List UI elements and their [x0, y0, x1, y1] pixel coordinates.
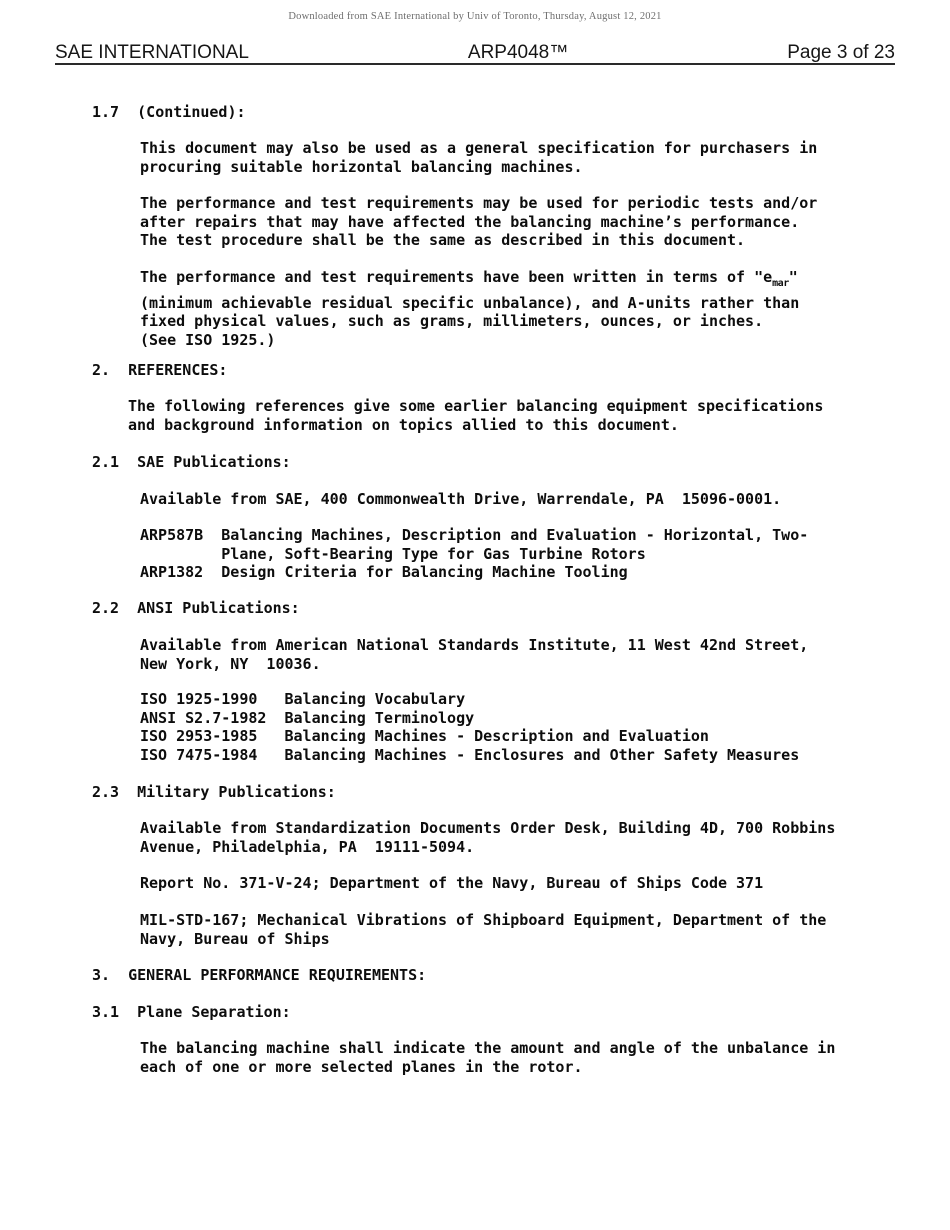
text-line: each of one or more selected planes in the rotor. [140, 1057, 583, 1076]
page-header [55, 42, 895, 64]
header-page-indicator: Page 3 of 23 [787, 42, 895, 63]
paragraph-2-1-address [140, 490, 781, 509]
text-line: The test procedure shall be the same as described in this document. [140, 231, 746, 250]
download-watermark: Downloaded from SAE International by Univ of Toronto, Thursday, August 12, 2021 [288, 11, 662, 22]
text-line: This document may also be used as a general specification for purchasers in [140, 139, 818, 157]
heading-2-3: 2.3 Military Publications: [92, 783, 336, 801]
text-segment: " [788, 268, 798, 286]
text-line: fixed physical values, such as grams, millimeters, ounces, or inches. [140, 312, 764, 331]
heading-2-2: 2.2 ANSI Publications: [92, 599, 300, 617]
text-segment: The performance and test requirements have been written in terms of "e [140, 268, 773, 286]
heading-2: 2. REFERENCES: [92, 361, 228, 379]
paragraph-1-7-b [140, 194, 817, 250]
text-line: The performance and test requirements may be used for periodic tests and/or [140, 194, 818, 212]
header-rule [55, 63, 895, 65]
text-line: after repairs that may have affected the balancing machine’s performance. [140, 212, 800, 231]
text-line: Available from American National Standards Institute, 11 West 42nd Street, [140, 636, 809, 654]
reference-list-sae [140, 526, 808, 582]
paragraph-1-7-c [140, 268, 799, 349]
text-line: Navy, Bureau of Ships [140, 929, 330, 948]
reference-line: ARP1382 Design Criteria for Balancing Machine Tooling [140, 563, 628, 582]
text-line: (minimum achievable residual specific unbalance), and A-units rather than [140, 293, 800, 312]
text-line: Avenue, Philadelphia, PA 19111-5094. [140, 837, 475, 856]
reference-line: ISO 2953-1985 Balancing Machines - Description and Evaluation [140, 727, 709, 746]
reference-line: ANSI S2.7-1982 Balancing Terminology [140, 708, 475, 727]
text-line: New York, NY 10036. [140, 654, 321, 673]
text-line: Report No. 371-V-24; Department of the Navy, Bureau of Ships Code 371 [140, 874, 764, 892]
subscript-mar: mar [772, 278, 789, 289]
text-line: procuring suitable horizontal balancing machines. [140, 157, 583, 176]
reference-list-ansi [140, 690, 799, 764]
paragraph-3-1-a [140, 1039, 835, 1076]
reference-line: ISO 7475-1984 Balancing Machines - Enclosures and Other Safety Measures [140, 745, 800, 764]
text-line: Available from SAE, 400 Commonwealth Drive, Warrendale, PA 15096-0001. [140, 490, 782, 508]
paragraph-2-3-address [140, 819, 835, 856]
text-line: The following references give some earlier balancing equipment specifications [128, 397, 824, 415]
heading-3-1: 3.1 Plane Separation: [92, 1003, 291, 1021]
paragraph-2-intro [128, 397, 823, 434]
heading-1-7: 1.7 (Continued): [92, 103, 246, 121]
paragraph-2-3-report [140, 874, 763, 893]
heading-2-1: 2.1 SAE Publications: [92, 453, 291, 471]
paragraph-2-3-milstd [140, 911, 826, 948]
paragraph-2-2-address [140, 636, 808, 673]
header-publisher: SAE INTERNATIONAL [55, 42, 249, 63]
text-line: and background information on topics allied to this document. [128, 415, 679, 434]
paragraph-1-7-a [140, 139, 817, 176]
text-line: MIL-STD-167; Mechanical Vibrations of Shipboard Equipment, Department of the [140, 911, 827, 929]
reference-line: Plane, Soft-Bearing Type for Gas Turbine Rotors [140, 544, 646, 563]
text-line: Available from Standardization Documents Order Desk, Building 4D, 700 Robbins [140, 819, 836, 837]
reference-line: ARP587B Balancing Machines, Description and Evaluation - Horizontal, Two- [140, 526, 809, 544]
reference-line: ISO 1925-1990 Balancing Vocabulary [140, 690, 466, 708]
header-doc-number: ARP4048™ [467, 42, 569, 63]
heading-3: 3. GENERAL PERFORMANCE REQUIREMENTS: [92, 966, 427, 984]
text-line-with-subscript [140, 268, 799, 294]
text-line: The balancing machine shall indicate the amount and angle of the unbalance in [140, 1039, 836, 1057]
text-line: (See ISO 1925.) [140, 330, 276, 349]
